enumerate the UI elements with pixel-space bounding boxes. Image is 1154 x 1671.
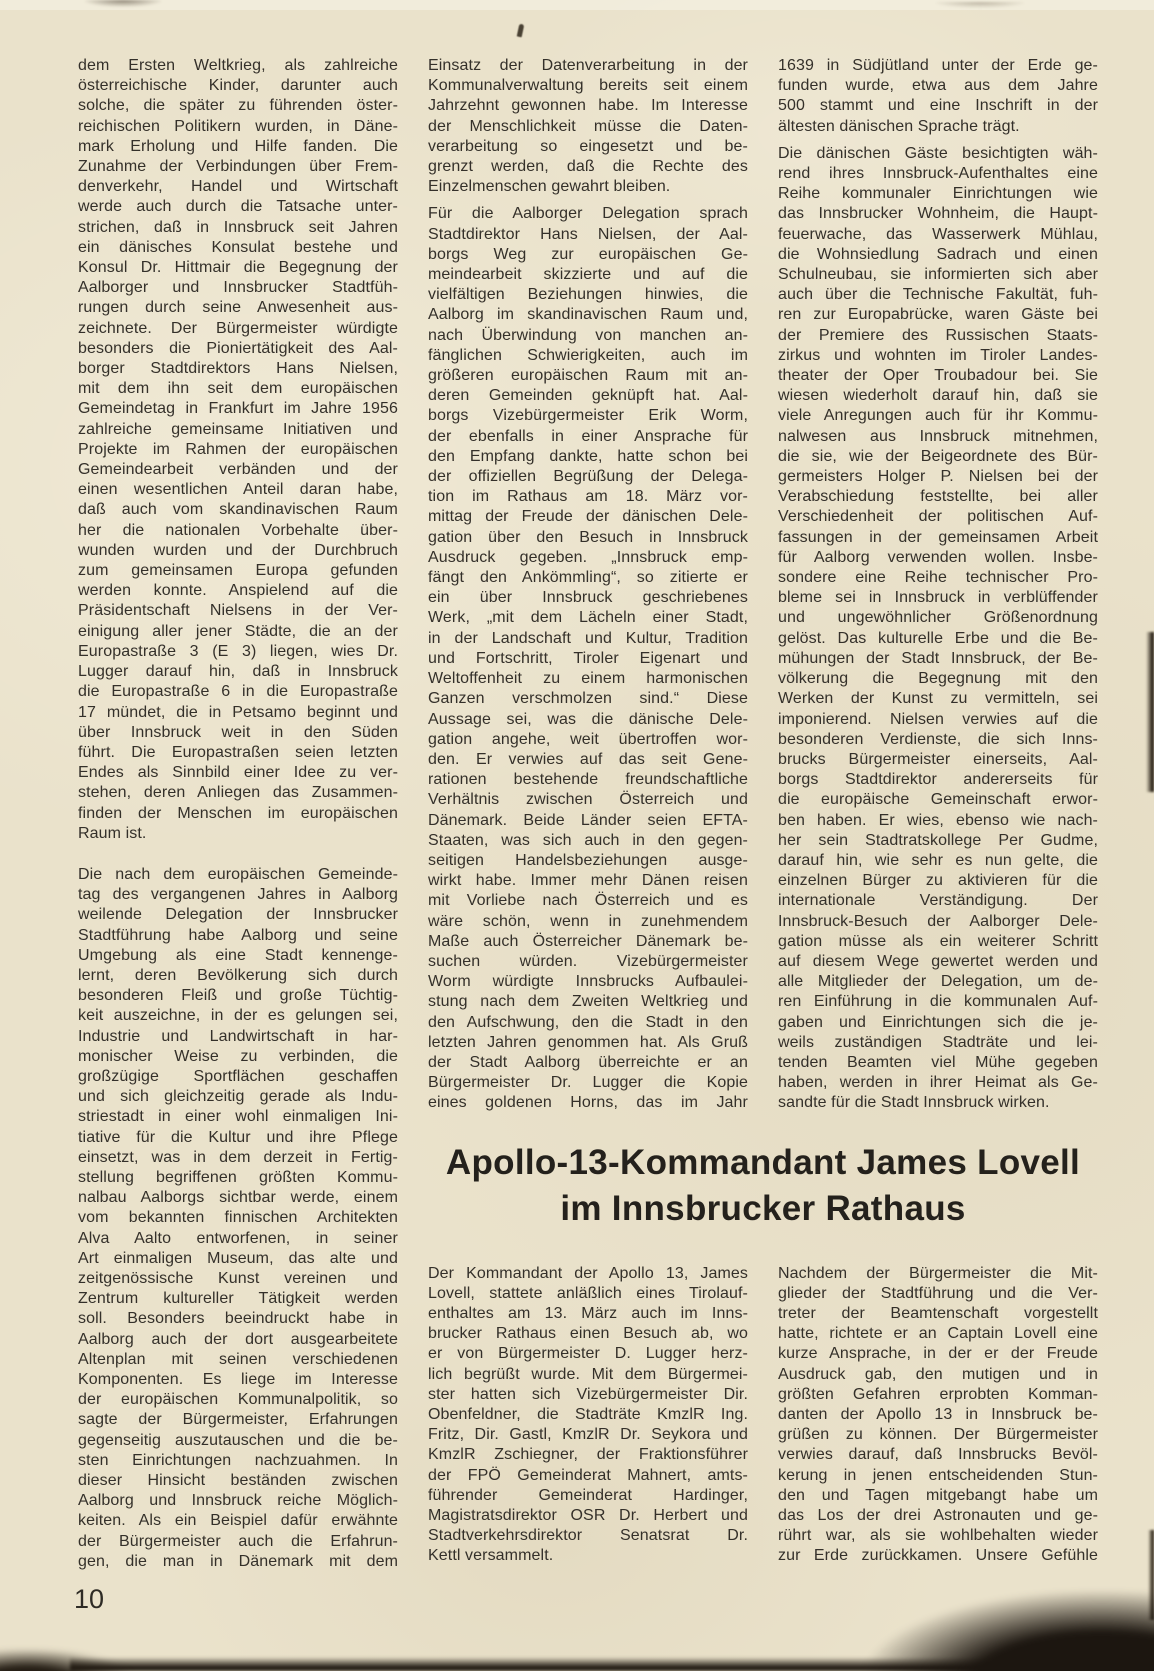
text-line: her sein Stadtratskollege Per Gudme, <box>778 831 1098 849</box>
text-line: Der Kommandant der Apollo 13, James <box>428 1264 748 1282</box>
text-line: Ganzen verschmolzen sind.“ Diese <box>428 690 748 708</box>
text-line: danten der Apollo 13 in Innsbruck be- <box>778 1405 1098 1423</box>
text-line: der offiziellen Begrüßung der Delega- <box>428 468 748 486</box>
text-line: Umgebung als eine Stadt kennenge- <box>78 946 398 964</box>
text-line: ein dänisches Konsulat bestehe und <box>78 238 398 256</box>
text-line: Industrie und Landwirtschaft in har- <box>78 1027 398 1045</box>
text-line: den Empfang dankte, hatte schon bei <box>428 447 748 465</box>
text-line: das Los der drei Astronauten und ge- <box>778 1507 1098 1524</box>
text-line: der europäischen Kommunalpolitik, so <box>78 1391 398 1409</box>
text-line: der FPÖ Gemeinderat Mahnert, amts- <box>428 1466 748 1484</box>
text-line: Endes als Sinnbild einer Idee zu ver- <box>78 764 398 782</box>
text-line: die europäische Gemeinschaft erwor- <box>778 791 1098 809</box>
text-line: einen wesentlichen Anteil daran habe, <box>78 481 398 499</box>
text-line: dieser Hinsicht beständen zwischen <box>78 1472 398 1490</box>
text-line: internationale Verständigung. Der <box>778 892 1098 910</box>
text-line: werden konnte. Anspielend auf die <box>78 582 398 600</box>
text-line: Stadtführung habe Aalborg und seine <box>78 926 398 944</box>
text-line: der Stadt Aalborg überreichte er an <box>428 1053 748 1071</box>
text-line: Stadtverkehrsdirektor Senatsrat Dr. <box>428 1527 748 1545</box>
text-line: werde auch durch die Tatsache unter- <box>78 198 398 216</box>
text-line: Stadtdirektor Hans Nielsen, der Aal- <box>428 225 748 243</box>
text-line: theater der Oper Troubadour bei. Sie <box>778 367 1098 385</box>
text-line: ältesten dänischen Sprache trägt. <box>778 117 1020 135</box>
text-line: zur Erde zurückkamen. Unsere Gefühle <box>778 1547 1098 1565</box>
paragraph <box>428 1264 748 1567</box>
article-column-2 <box>428 56 748 1114</box>
text-line: imponierend. Nielsen verwies auf die <box>778 710 1098 728</box>
text-line: kerung in jenen entscheidenden Stun- <box>778 1466 1098 1484</box>
text-line: Aussage sei, was die dänische Dele- <box>428 710 748 728</box>
text-line: einsetzt, was in dem derzeit in Fertig- <box>78 1148 398 1166</box>
paragraph <box>78 56 398 844</box>
text-line: Kettl versammelt. <box>428 1547 554 1565</box>
text-line: 500 stammt und eine Inschrift in der <box>778 97 1098 115</box>
text-line: mittag der Freude der dänischen Dele- <box>428 508 748 526</box>
page-content <box>78 56 1098 1572</box>
text-line: die Europastraße 6 in die Europastraße <box>78 683 398 701</box>
text-line: sondere eine Reihe technischer Pro- <box>778 569 1098 587</box>
scan-artifact-bottom-right-corner <box>864 1591 1154 1671</box>
text-line: Verschiedenheit der politischen Auf- <box>778 508 1098 526</box>
scan-artifact-bottom-left-corner <box>0 1649 135 1671</box>
text-line: Gemeindetag in Frankfurt im Jahre 1956 <box>78 400 398 418</box>
text-line: Werken der Kunst zu vermitteln, sei <box>778 690 1098 708</box>
scan-edge-highlight <box>0 0 1154 10</box>
text-line: Die dänischen Gäste besichtigten wäh- <box>778 144 1098 162</box>
text-line: zeichnete. Der Bürgermeister würdigte <box>78 319 398 337</box>
apollo-article-title-line2: im Innsbrucker Rathaus <box>560 1188 966 1228</box>
text-line: er von Bürgermeister D. Lugger herz- <box>428 1345 748 1363</box>
text-line: Schulneubau, sie informierten sich aber <box>778 266 1098 284</box>
text-line: gation über den Besuch in Innsbruck <box>428 528 748 546</box>
text-line: mit Vorliebe nach Österreich und es <box>428 892 748 910</box>
text-line: Für die Aalborger Delegation sprach <box>428 205 748 223</box>
text-line: tiative für die Kultur und ihre Pflege <box>78 1128 398 1146</box>
page-number: 10 <box>74 1584 105 1614</box>
text-line: gen, die man in Dänemark mit dem <box>78 1552 398 1570</box>
text-line: Verabschiedung feststellte, bei aller <box>778 488 1098 506</box>
text-line: Altenplan mit seinen verschiedenen <box>78 1350 398 1368</box>
text-line: Bürgermeister Dr. Lugger die Kopie <box>428 1074 748 1092</box>
text-line: finden der Menschen im europäischen <box>78 804 398 822</box>
text-line: lich begrüßt wurde. Mit dem Bürgermei- <box>428 1365 748 1383</box>
text-line: der Bürgermeister auch die Erfahrun- <box>78 1532 398 1550</box>
right-column-area <box>428 56 1098 1572</box>
text-line: viele Anregungen auch für ihr Kommu- <box>778 407 1098 425</box>
text-line: die sie, wie der Beigeordnete des Bür- <box>778 447 1098 465</box>
text-line: deren Gemeinden geknüpft hat. Aal- <box>428 387 748 405</box>
text-line: der Menschlichkeit müsse die Daten- <box>428 117 748 135</box>
text-line: den. Er verwies auf das seit Gene- <box>428 750 748 768</box>
text-line: Werk, „mit dem Lächeln einer Stadt, <box>428 609 748 627</box>
text-line: rührt war, als sie wohlbehalten wieder <box>778 1527 1098 1545</box>
text-line: germeisters Holger P. Nielsen bei der <box>778 468 1098 486</box>
text-line: reichischen Politikern wurden, in Däne- <box>78 117 398 135</box>
paragraph <box>78 865 398 1572</box>
text-line: Weltoffenheit zu einem harmonischen <box>428 670 748 688</box>
apollo-article-title-line1: Apollo-13-Kommandant James Lovell <box>445 1142 1081 1182</box>
text-line: mühungen der Stadt Innsbruck, der Be- <box>778 649 1098 667</box>
text-line: vielfältigen Beziehungen hinwies, die <box>428 286 748 304</box>
text-line: und ungewöhnlicher Größenordnung <box>778 609 1098 627</box>
text-line: den Aufschwung, den die Stadt in den <box>428 1013 748 1031</box>
text-line: Verhältnis zwischen Österreich und <box>428 791 748 809</box>
text-line: Lugger darauf hin, daß in Innsbruck <box>78 663 398 681</box>
text-line: der Premiere des Russischen Staats- <box>778 326 1098 344</box>
text-line: Art einmaligen Museum, das alte und <box>78 1249 398 1267</box>
text-line: kurze Ansprache, in der er der Freude <box>778 1345 1098 1363</box>
text-line: besonderen Fleiß und große Tüchtig- <box>78 987 398 1005</box>
text-line: denverkehr, Handel und Wirtschaft <box>78 178 398 196</box>
text-line: borgs Vizebürgermeister Erik Worm, <box>428 407 748 425</box>
text-line: sten Einrichtungen nachzuahmen. In <box>78 1451 398 1469</box>
text-line: für Aalborg verwenden wollen. Insbe- <box>778 548 1098 566</box>
text-line: zeitgenössische Kunst vereinen und <box>78 1269 398 1287</box>
text-line: treter der Beamtenschaft vorgestellt <box>778 1304 1098 1322</box>
text-line: fängt den Ankömmling“, so zitierte er <box>428 569 748 587</box>
text-line: Obenfeldner, die Stadträte KmzlR Ing. <box>428 1405 748 1423</box>
text-line: in der Landschaft und Kultur, Tradition <box>428 629 748 647</box>
text-line: Komponenten. Es liege im Interesse <box>78 1371 398 1388</box>
text-line: weils zuständigen Stadträte und lei- <box>778 1033 1098 1051</box>
apollo-column-right <box>778 1264 1098 1567</box>
text-line: brucker Rathaus einen Besuch ab, wo <box>428 1325 748 1343</box>
text-line: den und Tagen mitgebangt habe um <box>778 1486 1098 1504</box>
text-line: Magistratsdirektor OSR Dr. Herbert und <box>428 1507 748 1524</box>
text-line: Raum ist. <box>78 824 147 842</box>
text-line: grüßen zu können. Der Bürgermeister <box>778 1426 1098 1444</box>
text-line: meindearbeit skizzierte und auf die <box>428 266 748 284</box>
text-line: Dänemark. Beide Länder seien EFTA- <box>428 811 748 829</box>
text-line: Zunahme der Verbindungen über Frem- <box>78 158 398 176</box>
text-line: monischer Weise zu verbinden, die <box>78 1047 398 1065</box>
text-line: auf diesem Wege gewertet werden und <box>778 952 1098 970</box>
text-line: lernt, deren Bevölkerung sich durch <box>78 966 398 984</box>
text-line: daß auch vom skandinavischen Raum <box>78 501 398 519</box>
text-line: solche, die später zu führenden öster- <box>78 97 398 115</box>
text-line: rend ihres Innsbruck-Aufenthaltes eine <box>778 165 1098 183</box>
text-line: Lovell, stattete anläßlich eines Tirolauf- <box>428 1284 748 1302</box>
text-line: suchen würden. Vizebürgermeister <box>428 952 748 970</box>
text-line: stellung begriffenen größten Kommu- <box>78 1168 398 1186</box>
text-line: Innsbruck-Besuch der Aalborger Dele- <box>778 912 1098 930</box>
text-line: größten Gefahren erprobten Komman- <box>778 1385 1098 1403</box>
text-line: Kommunalverwaltung bereits seit einem <box>428 77 748 95</box>
text-line: völkerung die Begegnung mit den <box>778 670 1098 688</box>
text-line: Einsatz der Datenverarbeitung in der <box>428 57 748 74</box>
text-line: tenden Beamten viel Mühe gegeben <box>778 1053 1098 1071</box>
text-line: einzelnen Bürger zu aktivieren für die <box>778 872 1098 890</box>
text-line: 17 mündet, die in Petsamo beginnt und <box>78 703 398 721</box>
text-line: fänglichen Schwierigkeiten, auch im <box>428 346 748 364</box>
text-line: Maße auch Österreicher Dänemark be- <box>428 932 748 950</box>
text-line: gation müsse als ein weiterer Schritt <box>778 932 1098 950</box>
text-line: strichen, daß in Innsbruck seit Jahren <box>78 218 398 236</box>
scan-artifact-right-edge <box>1148 1530 1154 1620</box>
text-line: Jahrzehnt gewonnen habe. Im Interesse <box>428 97 748 115</box>
text-line: österreichische Kinder, darunter auch <box>78 77 398 95</box>
text-line: zirkus und wohnten im Tiroler Landes- <box>778 346 1098 364</box>
text-line: Ausdruck gab, den mutigen und in <box>778 1365 1098 1383</box>
text-line: nach Überwindung von manchen an- <box>428 326 748 344</box>
text-line: Reihe kommunaler Einrichtungen wie <box>778 185 1098 203</box>
text-line: zahlreiche gemeinsame Initiativen und <box>78 420 398 438</box>
text-line: Fritz, Dir. Gastl, KmzlR Dr. Seykora und <box>428 1426 748 1444</box>
text-line: Aalborg auch der dort ausgearbeitete <box>78 1330 398 1348</box>
text-line: Zentrum kultureller Tätigkeit werden <box>78 1290 398 1308</box>
text-line: grenzt werden, daß die Rechte des <box>428 158 748 176</box>
text-line: eines goldenen Horns, das im Jahr <box>428 1094 748 1112</box>
scan-artifact-bottom-edge <box>70 1657 1154 1671</box>
text-line: Staaten, was sich auch in den gegen- <box>428 831 748 849</box>
text-line: 1639 in Südjütland unter der Erde ge- <box>778 57 1098 74</box>
text-line: rationen bestehende freundschaftliche <box>428 771 748 789</box>
text-line: weilende Delegation der Innsbrucker <box>78 906 398 924</box>
text-line: wäre schön, wenn in zunehmendem <box>428 912 748 930</box>
scan-artifact-right-edge <box>1146 632 1154 792</box>
text-line: einigung aller jener Städte, die an der <box>78 622 398 640</box>
text-line: borger Stadtdirektors Hans Nielsen, <box>78 360 398 378</box>
text-line: gaben und Einrichtungen sich die je- <box>778 1013 1098 1031</box>
text-line: hatte, richtete er an Captain Lovell eine <box>778 1325 1098 1343</box>
text-line: der ebenfalls in einer Ansprache für <box>428 427 748 445</box>
paragraph <box>778 56 1098 137</box>
text-line: gation angehe, weit übertroffen wor- <box>428 730 748 748</box>
text-line: und Fortschritt, Tiroler Eigenart und <box>428 649 748 667</box>
text-line: gelöst. Das kulturelle Erbe und die Be- <box>778 629 1098 647</box>
text-line: brucks Bürgermeister einerseits, Aal- <box>778 750 1098 768</box>
text-line: borgs Weg zur europäischen Ge- <box>428 245 748 263</box>
text-line: führender Gemeinderat Hardinger, <box>428 1486 748 1504</box>
text-line: keit auszeichne, in der es gelungen sei, <box>78 1007 398 1025</box>
text-line: zum gemeinsamen Europa gefunden <box>78 562 398 580</box>
text-line: letzten Jahren genommen hat. Als Gruß <box>428 1033 748 1051</box>
text-line: borgs Stadtdirektor andererseits für <box>778 771 1098 789</box>
text-line: über Innsbruck weit in den Süden <box>78 723 398 741</box>
text-line: haben, werden in ihrer Heimat als Ge- <box>778 1074 1098 1092</box>
text-line: Europastraße 3 (E 3) liegen, wies Dr. <box>78 642 398 660</box>
text-line: nalwesen aus Innsbruck mitnehmen, <box>778 427 1098 445</box>
apollo-article-columns <box>428 1264 1098 1567</box>
text-line: Aalborger und Innsbrucker Stadtfüh- <box>78 279 398 297</box>
text-line: stung nach dem Zweiten Weltkrieg und <box>428 993 748 1011</box>
text-line: keiten. Als ein Beispiel dafür erwähnte <box>78 1512 398 1530</box>
text-line: Einzelmenschen gewahrt bleiben. <box>428 178 671 196</box>
text-line: wunden wurden und der Durchbruch <box>78 541 398 559</box>
text-line: her die nationalen Vorbehalte über- <box>78 521 398 539</box>
text-line: besonderen Verdienste, die sich Inns- <box>778 730 1098 748</box>
text-line: Aalborg und Innsbruck reiche Möglich- <box>78 1492 398 1510</box>
text-line: großzügige Sportflächen geschaffen <box>78 1067 398 1085</box>
scan-artifact-stray-mark <box>517 24 525 38</box>
text-line: Worm würdigte Innsbrucks Aufbaulei- <box>428 973 748 991</box>
article-column-3 <box>778 56 1098 1114</box>
text-line: besonders die Pioniertätigkeit des Aal- <box>78 339 398 357</box>
text-line: KmzlR Zschiegner, der Fraktionsführer <box>428 1446 748 1464</box>
text-line: sandte für die Stadt Innsbruck wirken. <box>778 1094 1050 1112</box>
text-line: wiesen wiederholt darauf hin, daß sie <box>778 387 1098 405</box>
text-line: mit dem ihn seit dem europäischen <box>78 380 398 398</box>
text-line: gegenseitig auszutauschen und die be- <box>78 1431 398 1449</box>
text-line: nalbau Aalborgs sichtbar werde, einem <box>78 1189 398 1207</box>
text-line: Alva Aalto entworfenen, in seiner <box>78 1229 398 1247</box>
text-line: führt. Die Europastraßen seien letzten <box>78 743 398 761</box>
text-line: mark Erholung und Hilfe fanden. Die <box>78 137 398 155</box>
text-line: soll. Besonders beeindruckt habe in <box>78 1310 398 1328</box>
text-line: ein über Innsbruck geschriebenes <box>428 589 748 607</box>
apollo-column-left <box>428 1264 748 1567</box>
text-line: alle Mitglieder der Delegation, um de- <box>778 973 1098 991</box>
text-line: darauf hin, wie sehr es nun gelte, die <box>778 851 1098 869</box>
text-line: Präsidentschaft Nielsens in der Ver- <box>78 602 398 620</box>
text-line: größeren europäischen Raum mit an- <box>428 367 748 385</box>
text-line: rungen durch seine Anwesenheit aus- <box>78 299 398 317</box>
text-line: auch über die Technische Fakultät, fuh- <box>778 286 1098 304</box>
text-line: Konsul Dr. Hittmair die Begegnung der <box>78 259 398 277</box>
text-line: vom bekannten finnischen Architekten <box>78 1209 398 1227</box>
text-line: wirkt habe. Immer mehr Dänen reisen <box>428 872 748 890</box>
text-line: Die nach dem europäischen Gemeinde- <box>78 865 398 883</box>
text-line: funden wurde, etwa aus dem Jahre <box>778 77 1098 95</box>
text-line: Gemeindearbeit verbänden und der <box>78 461 398 479</box>
text-line: die Wohnsiedlung Sadrach und einen <box>778 245 1098 263</box>
text-line: striestadt in einer wohl einmaligen Ini- <box>78 1108 398 1126</box>
text-line: das Innsbrucker Wohnheim, die Haupt- <box>778 205 1098 223</box>
text-line: und sich gleichzeitig gerade als Indu- <box>78 1088 398 1106</box>
text-line: dem Ersten Weltkrieg, als zahlreiche <box>78 57 398 74</box>
paragraph <box>428 56 748 197</box>
text-line: feuerwache, das Wasserwerk Mühlau, <box>778 225 1098 243</box>
paragraph <box>778 1264 1098 1567</box>
text-line: ren Einführung in die kommunalen Auf- <box>778 993 1098 1011</box>
text-line: ster hatten sich Vizebürgermeister Dir. <box>428 1385 748 1403</box>
text-line: Nachdem der Bürgermeister die Mit- <box>778 1264 1098 1282</box>
paragraph <box>778 144 1098 1114</box>
text-line: tion im Rathaus am 18. März vor- <box>428 488 748 506</box>
text-line: sagte der Bürgermeister, Erfahrungen <box>78 1411 398 1429</box>
text-line: ren zur Europabrücke, waren Gäste bei <box>778 306 1098 324</box>
paragraph <box>428 204 748 1113</box>
aalborg-article-right-columns <box>428 56 1098 1114</box>
text-line: fassungen in der gemeinsamen Arbeit <box>778 528 1098 546</box>
text-line: Aalborg im skandinavischen Raum und, <box>428 306 748 324</box>
text-line: verwies darauf, daß Innsbrucks Bevöl- <box>778 1446 1098 1464</box>
apollo-article-title <box>428 1140 1098 1232</box>
text-line: Projekte im Rahmen der europäischen <box>78 440 398 458</box>
text-line: tag des vergangenen Jahres in Aalborg <box>78 886 398 904</box>
article-column-1 <box>78 56 398 1572</box>
text-line: Ausdruck gegeben. „Innsbruck emp- <box>428 548 748 566</box>
text-line: glieder der Stadtführung und die Ver- <box>778 1284 1098 1302</box>
text-line: seitigen Handelsbeziehungen ausge- <box>428 851 748 869</box>
text-line: verarbeitung so eingesetzt und be- <box>428 137 748 155</box>
text-line: bleme sei in Innsbruck in verblüffender <box>778 589 1098 607</box>
text-line: stehen, deren Anliegen das Zusammen- <box>78 784 398 802</box>
text-line: enthaltes am 13. März auch im Inns- <box>428 1304 748 1322</box>
text-line: ben haben. Er wies, ebenso wie nach- <box>778 811 1098 829</box>
